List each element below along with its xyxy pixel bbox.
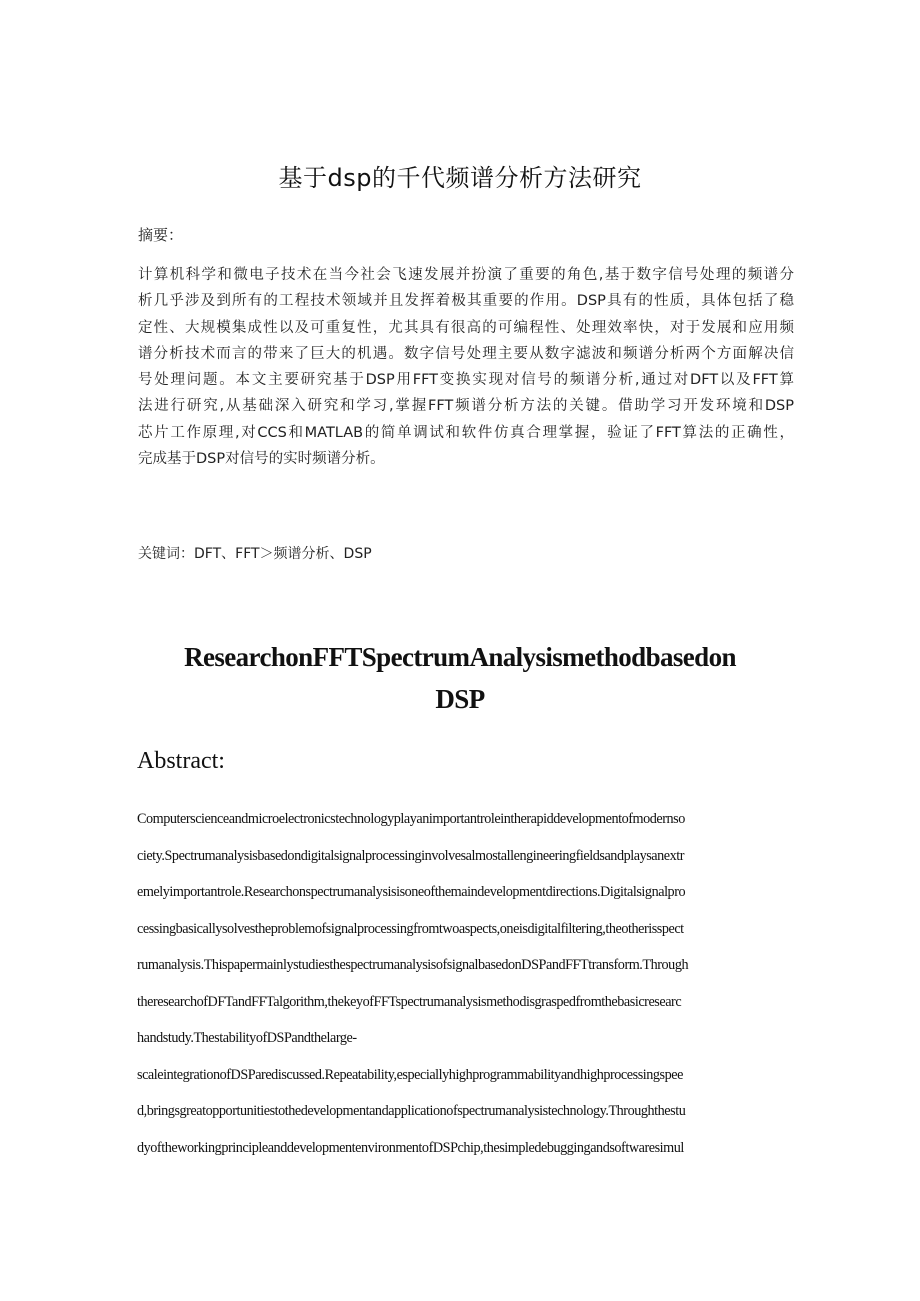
chinese-abstract-line: 谱分析技术而言的带来了巨大的机遇。数字信号处理主要从数字滤波和频谱分析两个方面解决信 — [138, 345, 794, 362]
english-abstract-line: Computerscienceandmicroelectronicstechnologyplayanimportantroleintherapiddevelopmentofmodernso — [137, 811, 685, 827]
chinese-abstract-line: 计算机科学和微电子技术在当今社会飞速发展并扮演了重要的角色,基于数字信号处理的频谱分 — [138, 267, 794, 283]
english-title-line: ResearchonFFTSpectrumAnalysismethodbasedon — [184, 642, 736, 672]
english-abstract-line: scaleintegrationofDSParediscussed.Repeatability,especiallyhighprogrammabilityandhighprocessingspee — [137, 1066, 683, 1083]
english-abstract-line: dyoftheworkingprincipleanddevelopmentenvironmentofDSPchip,thesimpledebuggingandsoftwaresimul — [137, 1139, 684, 1156]
chinese-abstract-line: 定性、大规模集成性以及可重复性，尤其具有很高的可编程性、处理效率快，对于发展和应用频 — [138, 319, 794, 336]
chinese-abstract-line: 法进行研究,从基础深入研究和学习,掌握FFT频谱分析方法的关键。借助学习开发环境和DSP — [138, 398, 794, 415]
english-abstract-body — [137, 806, 793, 1171]
english-title-line: DSP — [435, 684, 485, 714]
english-abstract-line: cessingbasicallysolvestheproblemofsignalprocessingfromtwoaspects,oneisdigitalfiltering,theotherisspect — [137, 920, 684, 937]
chinese-keywords: 关键词：DFT、FFT＞频谱分析、DSP — [138, 546, 372, 562]
chinese-title: 基于dsp的千代频谱分析方法研究 — [278, 164, 642, 192]
chinese-abstract-line: 芯片工作原理,对CCS和MATLAB的简单调试和软件仿真合理掌握，验证了FFT算法的正确性， — [138, 424, 794, 441]
english-abstract-line: handstudy.ThestabilityofDSPandthelarge- — [137, 1030, 357, 1046]
chinese-abstract-line: 完成基于DSP对信号的实时频谱分析。 — [138, 451, 385, 468]
english-abstract-line: d,bringsgreatopportunitiestothedevelopmentandapplicationofspectrumanalysistechnology.Throughthestu — [137, 1103, 686, 1119]
english-title — [0, 636, 920, 720]
english-abstract-line: ciety.Spectrumanalysisbasedondigitalsignalprocessinginvolvesalmostallengineeringfieldsandplaysanextr — [137, 847, 685, 864]
chinese-abstract-line: 号处理问题。本文主要研究基于DSP用FFT变换实现对信号的频谱分析,通过对DFT以及FFT算 — [138, 372, 794, 389]
english-abstract-label: Abstract: — [137, 748, 225, 774]
chinese-abstract-label: 摘要： — [138, 226, 184, 244]
chinese-abstract-line: 析几乎涉及到所有的工程技术领域并且发挥着极其重要的作用。DSP具有的性质，具体包括了稳 — [138, 293, 794, 310]
chinese-abstract-body — [138, 262, 794, 472]
english-abstract-line: theresearchofDFTandFFTalgorithm,thekeyofFFTspectrumanalysismethodisgraspedfromthebasicresearc — [137, 993, 682, 1010]
english-abstract-line: emelyimportantrole.Researchonspectrumanalysisisoneofthemaindevelopmentdirections.Digitalsignalpro — [137, 884, 686, 900]
english-abstract-line: rumanalysis.ThispapermainlystudiesthespectrumanalysisofsignalbasedonDSPandFFTtransform.Through — [137, 957, 689, 973]
